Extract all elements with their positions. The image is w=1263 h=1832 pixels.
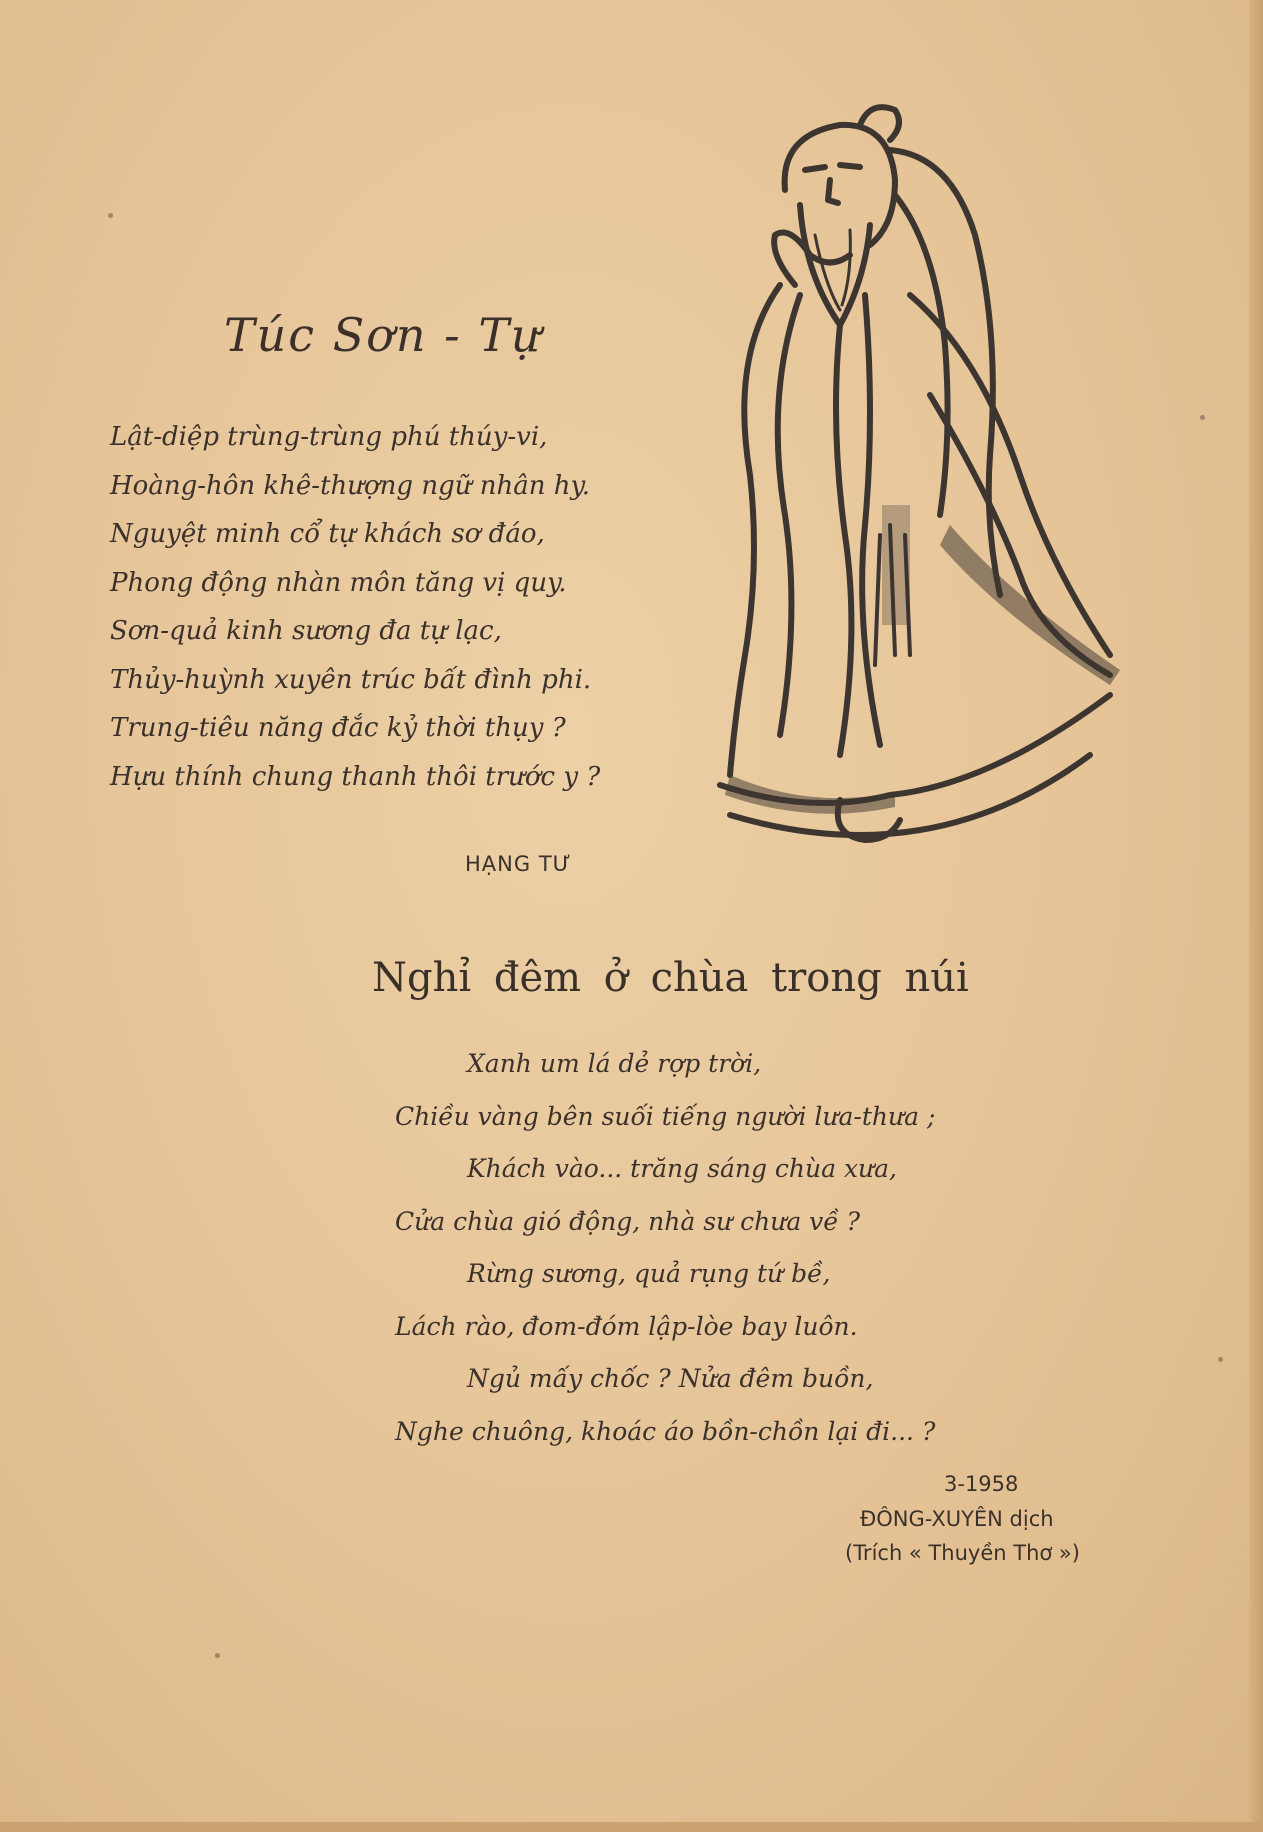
- poem2-line: Khách vào... trăng sáng chùa xưa,: [467, 1154, 898, 1183]
- sage-figure-woodcut-icon: [690, 95, 1130, 855]
- paper-edge-bottom: [0, 1822, 1263, 1832]
- poem2-source: (Trích « Thuyền Thơ »): [845, 1541, 1080, 1565]
- poem2-line: Nghe chuông, khoác áo bồn-chồn lại đi... ?: [395, 1416, 936, 1446]
- poem1-title: Túc Sơn - Tự: [224, 308, 543, 362]
- poem2-line: Xanh um lá dẻ rợp trời,: [467, 1049, 762, 1078]
- paper-speck: [1218, 1357, 1223, 1362]
- poem2-line: Rừng sương, quả rụng tứ bề,: [467, 1259, 831, 1288]
- poem2-translator: ĐÔNG-XUYÊN dịch: [860, 1507, 1054, 1531]
- paper-speck: [215, 1653, 220, 1658]
- poem1-line: Thủy-huỳnh xuyên trúc bất đình phi.: [110, 664, 592, 695]
- poem2-line: Cửa chùa gió động, nhà sư chưa về ?: [395, 1206, 861, 1236]
- poem1-verses: [110, 413, 670, 801]
- poem1-author: HẠNG TƯ: [465, 852, 572, 876]
- poem2-title: Nghỉ đêm ở chùa trong núi: [372, 955, 969, 1001]
- poem1-line: Phong động nhàn môn tăng vị quy.: [110, 567, 567, 598]
- poem1-line: Lật-diệp trùng-trùng phú thúy-vi,: [110, 422, 548, 452]
- paper-speck: [1200, 415, 1205, 420]
- poem1-line: Sơn-quả kinh sương đa tự lạc,: [110, 616, 502, 646]
- poem1-line: Hựu thính chung thanh thôi trước y ?: [110, 761, 601, 792]
- poem2-line: Chiều vàng bên suối tiếng người lưa-thưa ;: [395, 1101, 936, 1131]
- poem2-line: Lách rào, đom-đóm lập-lòe bay luôn.: [395, 1311, 858, 1341]
- poem1-line: Hoàng-hôn khê-thượng ngữ nhân hy.: [110, 470, 590, 501]
- poem2-date: 3-1958: [944, 1472, 1019, 1496]
- poem1-line: Nguyệt minh cổ tự khách sơ đáo,: [110, 519, 545, 549]
- paper-speck: [108, 213, 113, 218]
- poem2-line: Ngủ mấy chốc ? Nửa đêm buồn,: [467, 1364, 874, 1393]
- paper-edge-right: [1249, 0, 1263, 1832]
- poem2-verses: [395, 1038, 1015, 1458]
- poem1-line: Trung-tiêu năng đắc kỷ thời thụy ?: [110, 713, 566, 743]
